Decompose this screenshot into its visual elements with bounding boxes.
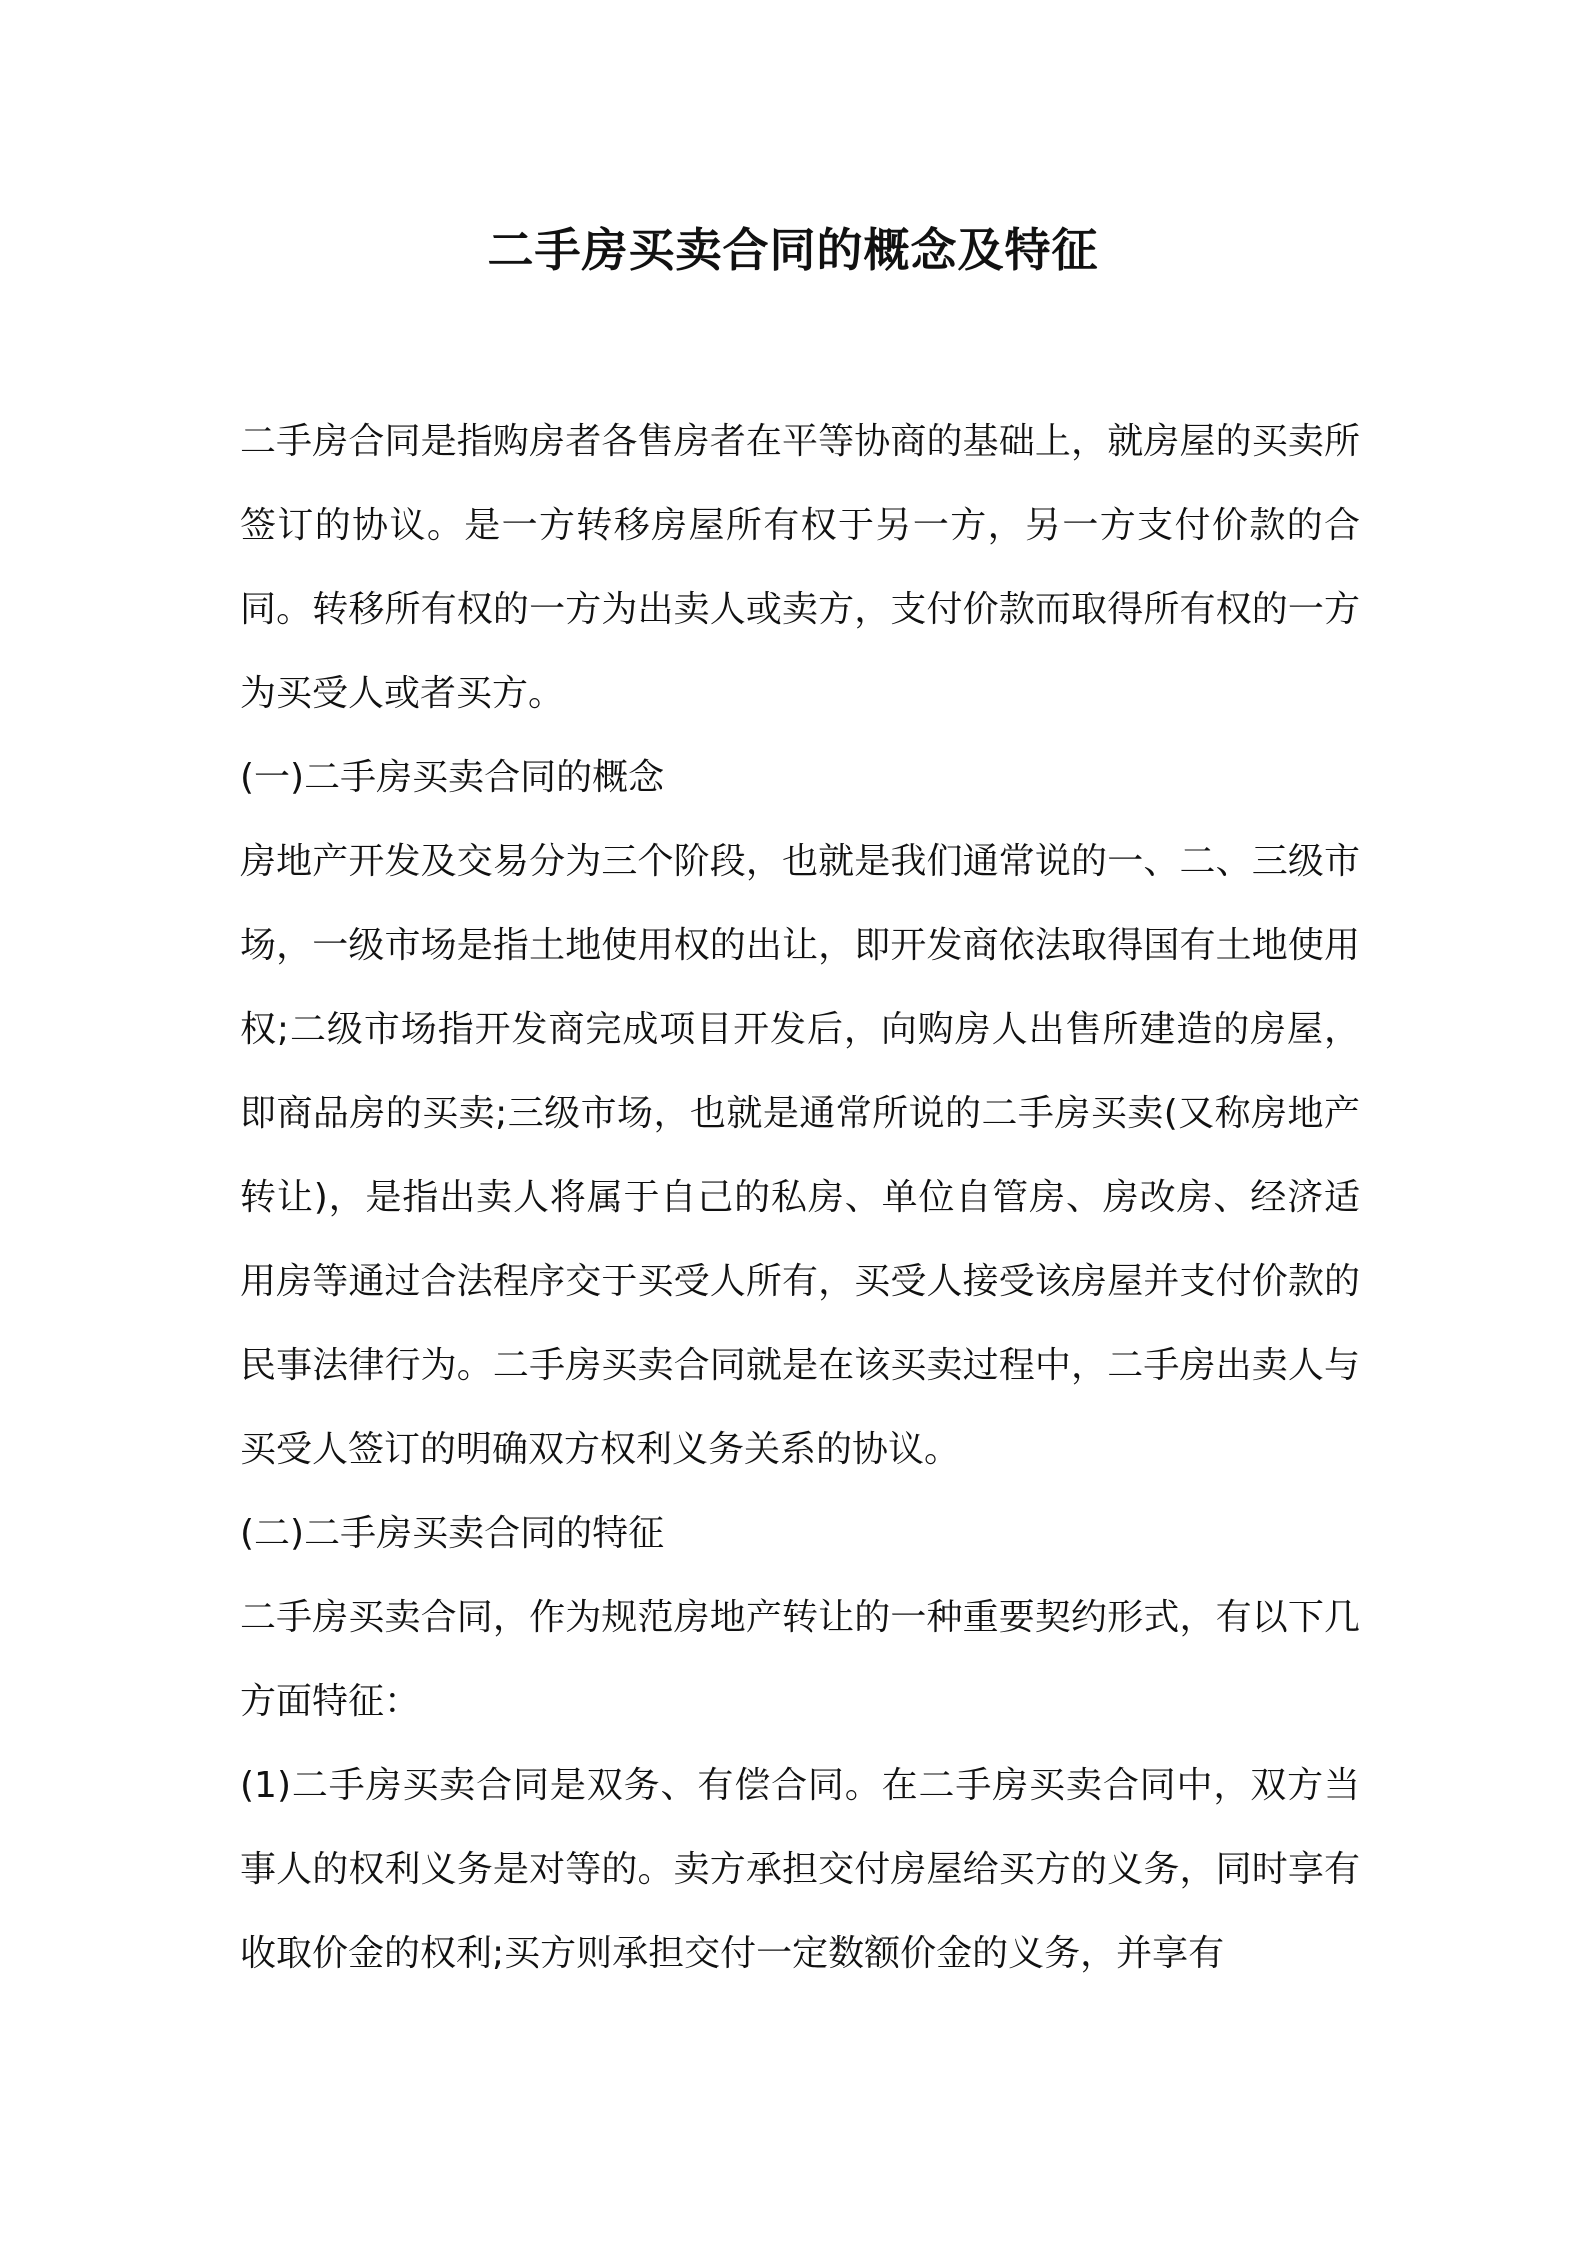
section-heading-features: (二)二手房买卖合同的特征 (240, 1513, 665, 1554)
paragraph-concept: 房地产开发及交易分为三个阶段，也就是我们通常说的一、二、三级市场，一级市场是指土地使用权的出让，即开发商依法取得国有土地使用权;二级市场指开发商完成项目开发后，向购房人出售所建造的房屋，即商品房的买卖;三级市场，也就是通常所说的二手房买卖(又称房地产转让)，是指出卖人将属于自己的私房、单位自管房、房改房、经济适用房等通过合法程序交于买受人所有，买受人接受该房屋并支付价款的民事法律行为。二手房买卖合同就是在该买卖过程中，二手房出卖人与买受人签订的明确双方权利义务关系的协议。 (240, 841, 1360, 1470)
document-body (240, 400, 1360, 1996)
document-title: 二手房买卖合同的概念及特征 (487, 223, 1099, 277)
paragraph-definition: 二手房合同是指购房者各售房者在平等协商的基础上，就房屋的买卖所签订的协议。是一方转移房屋所有权于另一方，另一方支付价款的合同。转移所有权的一方为出卖人或卖方，支付价款而取得所有权的一方为买受人或者买方。 (240, 421, 1360, 714)
section-heading-concept: (一)二手房买卖合同的概念 (240, 757, 665, 798)
paragraph-features-intro: 二手房买卖合同，作为规范房地产转让的一种重要契约形式，有以下几方面特征： (240, 1597, 1360, 1722)
paragraph-feature-1: (1)二手房买卖合同是双务、有偿合同。在二手房买卖合同中，双方当事人的权利义务是对等的。卖方承担交付房屋给买方的义务，同时享有收取价金的权利;买方则承担交付一定数额价金的义务，并享有 (240, 1765, 1360, 1974)
